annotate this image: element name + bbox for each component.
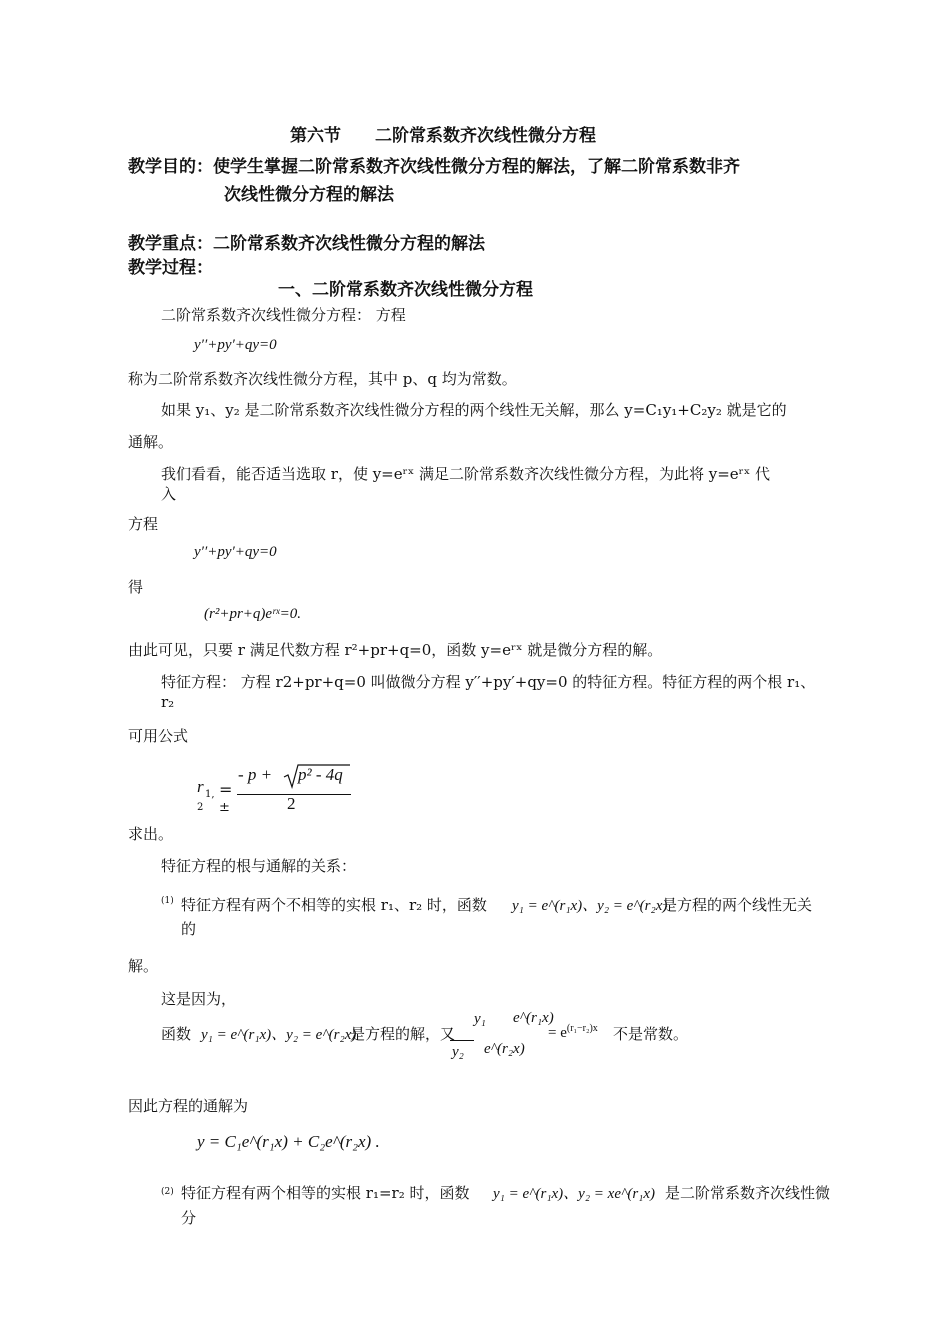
definition-intro: 二阶常系数齐次线性微分方程： 方程 xyxy=(161,306,406,324)
paragraph-relation: 特征方程的根与通解的关系： xyxy=(161,857,357,875)
paragraph-therefore: 因此方程的通解为 xyxy=(128,1097,249,1115)
equation-homogeneous: y′′+py′+qy=0 xyxy=(194,337,277,353)
paragraph-try-exp-wrap: 入 xyxy=(161,485,177,503)
formula-radicand: p² - 4q xyxy=(298,765,343,784)
case1-functions: y₁ = e^(r₁x)、y₂ = e^(r₂x) xyxy=(512,898,668,914)
paragraph-definition: 称为二阶常系数齐次线性微分方程，其中 p、q 均为常数。 xyxy=(128,370,517,388)
case1-wrap: 的 xyxy=(181,920,197,938)
paragraph-formula-intro: 可用公式 xyxy=(128,727,189,745)
formula-sub1: 1, xyxy=(205,789,215,800)
formula-denominator: 2 xyxy=(287,794,296,813)
formula-sub2: 2 xyxy=(197,802,204,813)
ratio-frac2-num: e^(r₁x) xyxy=(513,1010,554,1026)
paragraph-characteristic-wrap: r₂ xyxy=(161,693,175,711)
teaching-focus: 教学重点：二阶常系数齐次线性微分方程的解法 xyxy=(128,234,485,254)
equation-substituted: (r²+pr+q)eʳˣ=0. xyxy=(204,606,302,622)
paragraph-general-solution-end: 通解。 xyxy=(128,433,174,451)
equation-homogeneous-2: y′′+py′+qy=0 xyxy=(194,544,277,560)
ratio-frac-num: y₁ xyxy=(474,1011,486,1027)
case2-functions: y₁ = e^(r₁x)、y₂ = xe^(r₁x) xyxy=(493,1186,656,1202)
ratio-tail: 不是常数。 xyxy=(613,1025,689,1043)
formula-numerator: - p + xyxy=(238,765,273,784)
paragraph-characteristic: 特征方程： 方程 r2+pr+q=0 叫做微分方程 y′′+py′+qy=0 的特征方程。特征方程的两个根 r₁、 xyxy=(161,673,816,691)
ratio-frac-den: y₂ xyxy=(452,1044,464,1060)
subsection-title: 一、二阶常系数齐次线性微分方程 xyxy=(278,280,533,300)
teaching-process: 教学过程： xyxy=(128,258,213,278)
paragraph-get: 得 xyxy=(128,578,144,596)
ratio-middle-text: 是方程的解，又 xyxy=(350,1025,456,1043)
paragraph-because: 这是因为， xyxy=(161,990,237,1008)
ratio-frac2-den: e^(r₂x) xyxy=(484,1041,525,1057)
paragraph-general-solution: 如果 y₁、y₂ 是二阶常系数齐次线性微分方程的两个线性无关解，那么 y=C₁y₁+C₂y₂ 就是它的 xyxy=(161,401,787,419)
ratio-functions: y₁ = e^(r₁x)、y₂ = e^(r₂x) xyxy=(201,1027,357,1043)
ratio-function-word: 函数 xyxy=(161,1025,192,1043)
paragraph-find: 求出。 xyxy=(128,825,174,843)
case1-text: 特征方程有两个不相等的实根 r₁、r₂ 时，函数 xyxy=(181,896,487,914)
section-title: 第六节 二阶常系数齐次线性微分方程 xyxy=(290,126,596,146)
paragraph-try-exp: 我们看看，能否适当选取 r，使 y=eʳˣ 满足二阶常系数齐次线性微分方程，为此将 y=eʳˣ 代 xyxy=(161,465,770,483)
case2-text: 特征方程有两个相等的实根 r₁=r₂ 时，函数 xyxy=(181,1184,470,1202)
paragraph-equation-word: 方程 xyxy=(128,515,159,533)
case1-solution: 解。 xyxy=(128,957,159,975)
teaching-goal-line1: 教学目的：使学生掌握二阶常系数齐次线性微分方程的解法，了解二阶常系数非齐 xyxy=(128,157,740,177)
general-solution-equation: y = C₁e^(r₁x) + C₂e^(r₂x) . xyxy=(197,1132,380,1151)
case2-tail: 是二阶常系数齐次线性微 xyxy=(665,1184,831,1202)
formula-lhs: r xyxy=(197,777,204,796)
formula-plus-minus: ± xyxy=(219,800,230,815)
case2-wrap: 分 xyxy=(181,1209,197,1227)
teaching-goal-line2: 次线性微分方程的解法 xyxy=(224,185,394,205)
case2-number: (2) xyxy=(161,1187,174,1197)
paragraph-conclusion: 由此可见，只要 r 满足代数方程 r²+pr+q=0，函数 y=eʳˣ 就是微分方程的解。 xyxy=(128,641,663,659)
case1-number: (1) xyxy=(161,896,174,906)
formula-equals: = xyxy=(219,780,233,799)
case1-tail: 是方程的两个线性无关 xyxy=(662,896,813,914)
ratio-frac-bar xyxy=(450,1040,474,1041)
